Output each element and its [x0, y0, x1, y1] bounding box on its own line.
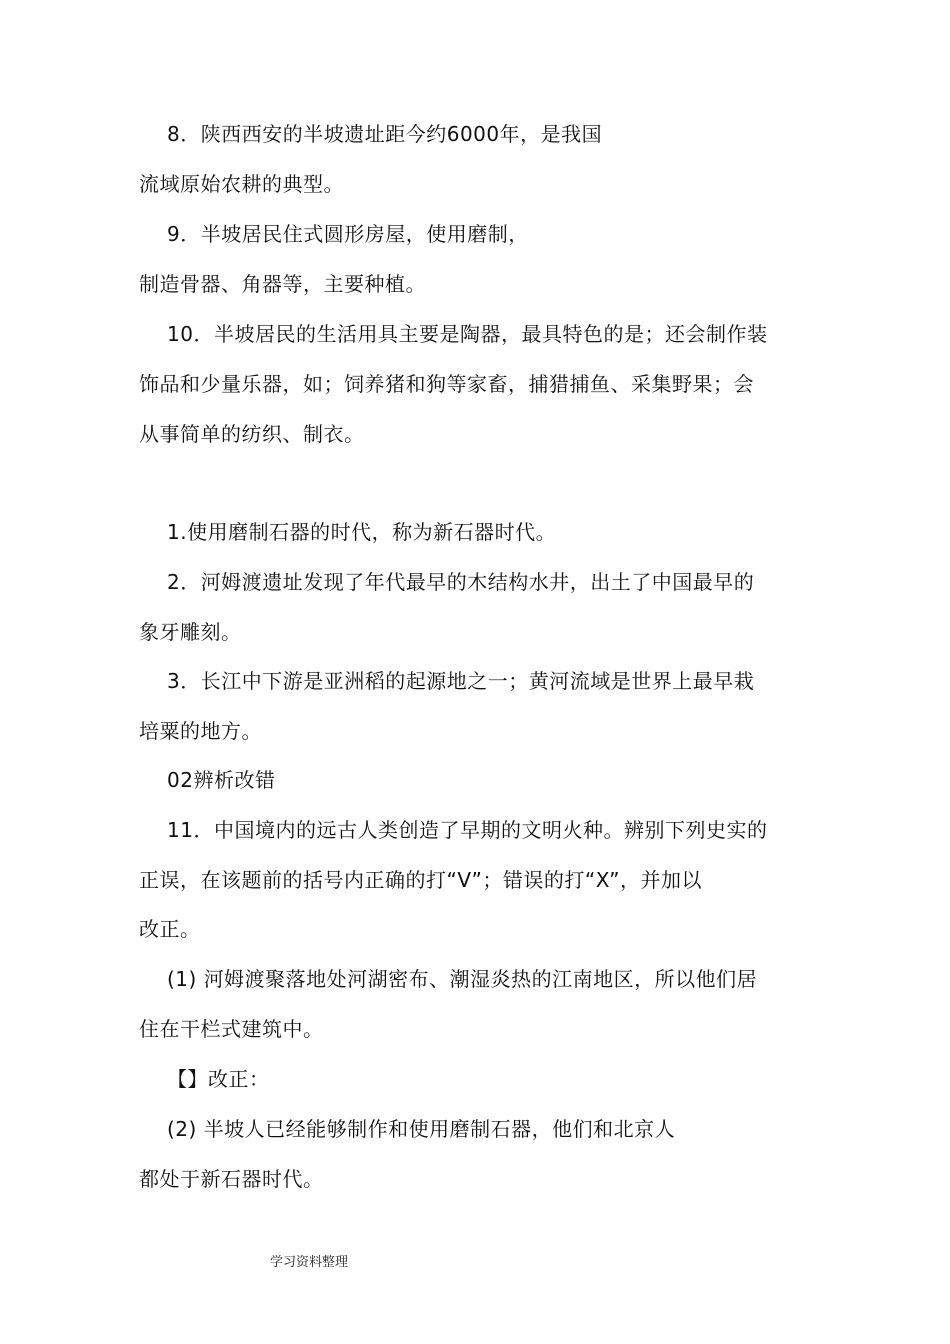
text-line: 3．长江中下游是亚洲稻的起源地之一；黄河流域是世界上最早栽 [167, 669, 755, 693]
text-line: 制造骨器、角器等，主要种植。 [139, 272, 426, 296]
text-line: 2．河姆渡遗址发现了年代最早的木结构水井，出土了中国最早的 [167, 570, 755, 594]
text-line: 8．陕西西安的半坡遗址距今约6000年，是我国 [167, 122, 603, 146]
text-line: 象牙雕刻。 [139, 620, 242, 644]
text-line: 流域原始农耕的典型。 [139, 172, 344, 196]
text-line: 10．半坡居民的生活用具主要是陶器，最具特色的是；还会制作装 [167, 322, 768, 346]
text-line: 1.使用磨制石器的时代，称为新石器时代。 [167, 520, 557, 544]
text-line: 从事简单的纺织、制衣。 [139, 422, 365, 446]
text-line: 9．半坡居民住式圆形房屋，使用磨制， [167, 222, 529, 246]
text-line: (1) 河姆渡聚落地处河湖密布、潮湿炎热的江南地区，所以他们居 [167, 967, 758, 991]
footer-note: 学习资料整理 [270, 1255, 349, 1270]
section-heading: 02辨析改错 [167, 768, 276, 792]
text-line: 都处于新石器时代。 [139, 1167, 324, 1191]
text-line: 改正。 [139, 917, 201, 941]
text-line: 正误，在该题前的括号内正确的打“V”；错误的打“X”，并加以 [139, 868, 703, 892]
text-line: 饰品和少量乐器，如；饲养猪和狗等家畜，捕猎捕鱼、采集野果；会 [139, 372, 754, 396]
text-line: 培粟的地方。 [139, 719, 262, 743]
text-line: (2) 半坡人已经能够制作和使用磨制石器，他们和北京人 [167, 1117, 676, 1141]
text-line: 住在干栏式建筑中。 [139, 1017, 324, 1041]
text-line: 11．中国境内的远古人类创造了早期的文明火种。辨别下列史实的 [167, 818, 768, 842]
text-line: 【】改正： [167, 1067, 270, 1091]
